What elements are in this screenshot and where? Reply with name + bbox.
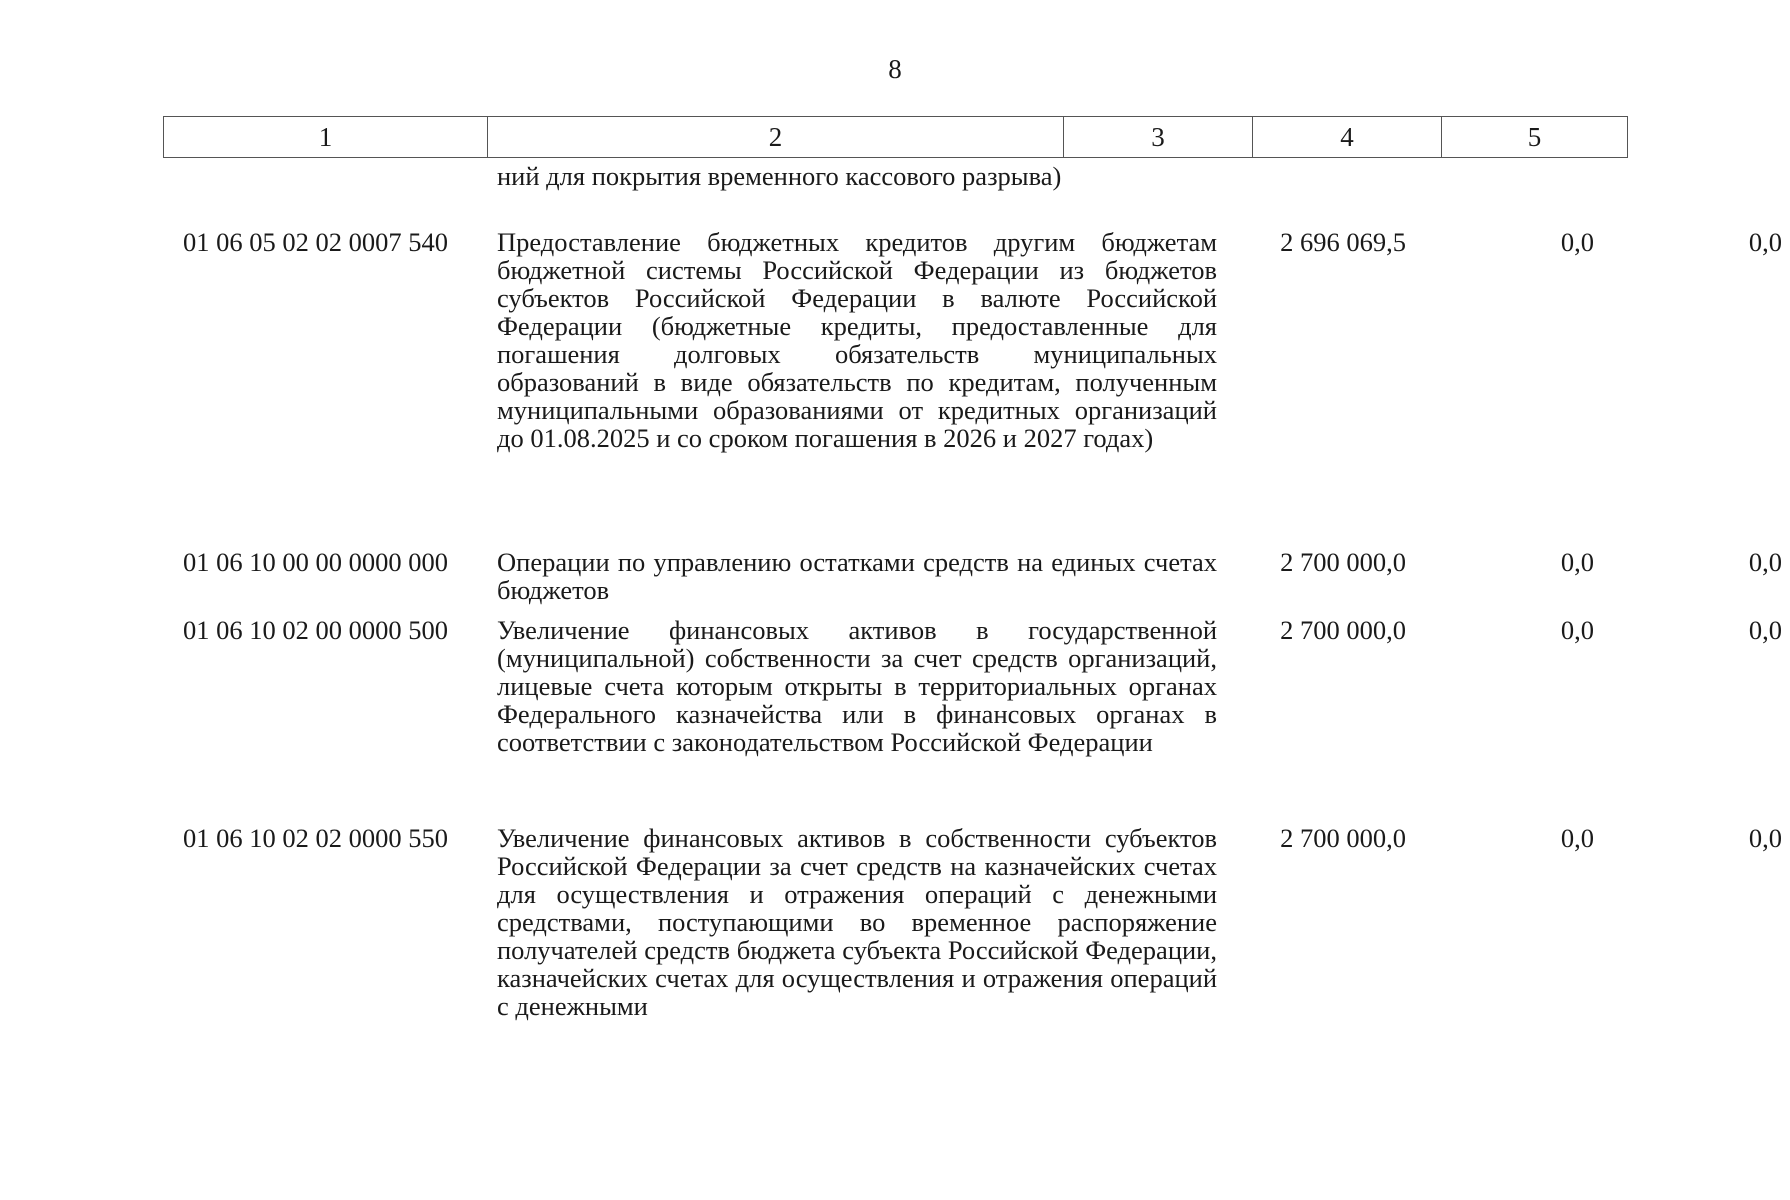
row-value-col5: 0,0 (1748, 823, 1782, 853)
row-value-col5: 0,0 (1748, 547, 1782, 577)
row-value-col3: 2 700 000,0 (1280, 615, 1406, 645)
row-code: 01 06 10 02 02 0000 550 (183, 823, 448, 853)
row-code: 01 06 10 02 00 0000 500 (183, 615, 448, 645)
header-col-1: 1 (164, 117, 488, 158)
row-value-col4: 0,0 (1560, 227, 1594, 257)
row-name: Увеличение финансовых активов в собственности субъектов Российской Федерации за счет средств на казначейских счетах для осуществления и отражения операций с денежными средствами, поступающими во временное распоряжение получателей средств бюджета субъекта Российской Федерации, казначейских счетах для осуществления и отражения операций с денежными (497, 823, 1217, 1021)
table-header (163, 116, 1628, 158)
row-value-col3: 2 696 069,5 (1280, 227, 1406, 257)
row-value-col4: 0,0 (1560, 615, 1594, 645)
header-row (164, 117, 1628, 158)
continuation-text: ний для покрытия временного кассового разрыва) (497, 161, 1062, 191)
row-name: Предоставление бюджетных кредитов другим бюджетам бюджетной системы Российской Федерации из бюджетов субъектов Российской Федерации в валюте Российской Федерации (бюджетные кредиты, предоставленные для погашения долговых обязательств муниципальных образований в виде обязательств по кредитам, полученным муниципальными образованиями от кредитных организаций до 01.08.2025 и со сроком погашения в 2026 и 2027 годах) (497, 227, 1217, 453)
header-col-2: 2 (488, 117, 1064, 158)
header-col-3: 3 (1064, 117, 1253, 158)
row-value-col3: 2 700 000,0 (1280, 547, 1406, 577)
table-body (163, 160, 1782, 1070)
header-col-4: 4 (1253, 117, 1442, 158)
row-value-col5: 0,0 (1748, 615, 1782, 645)
row-value-col5: 0,0 (1748, 227, 1782, 257)
row-code: 01 06 05 02 02 0007 540 (183, 227, 448, 257)
row-value-col3: 2 700 000,0 (1280, 823, 1406, 853)
row-value-col4: 0,0 (1560, 823, 1594, 853)
header-col-5: 5 (1442, 117, 1628, 158)
page-number: 8 (888, 54, 902, 84)
row-name: Увеличение финансовых активов в государственной (муниципальной) собственности за счет средств организаций, лицевые счета которым открыты в территориальных органах Федерального казначейства или в финансовых органах в соответствии с законодательством Российской Федерации (497, 615, 1217, 757)
row-code: 01 06 10 00 00 0000 000 (183, 547, 448, 577)
row-name: Операции по управлению остатками средств на единых счетах бюджетов (497, 547, 1217, 605)
row-value-col4: 0,0 (1560, 547, 1594, 577)
